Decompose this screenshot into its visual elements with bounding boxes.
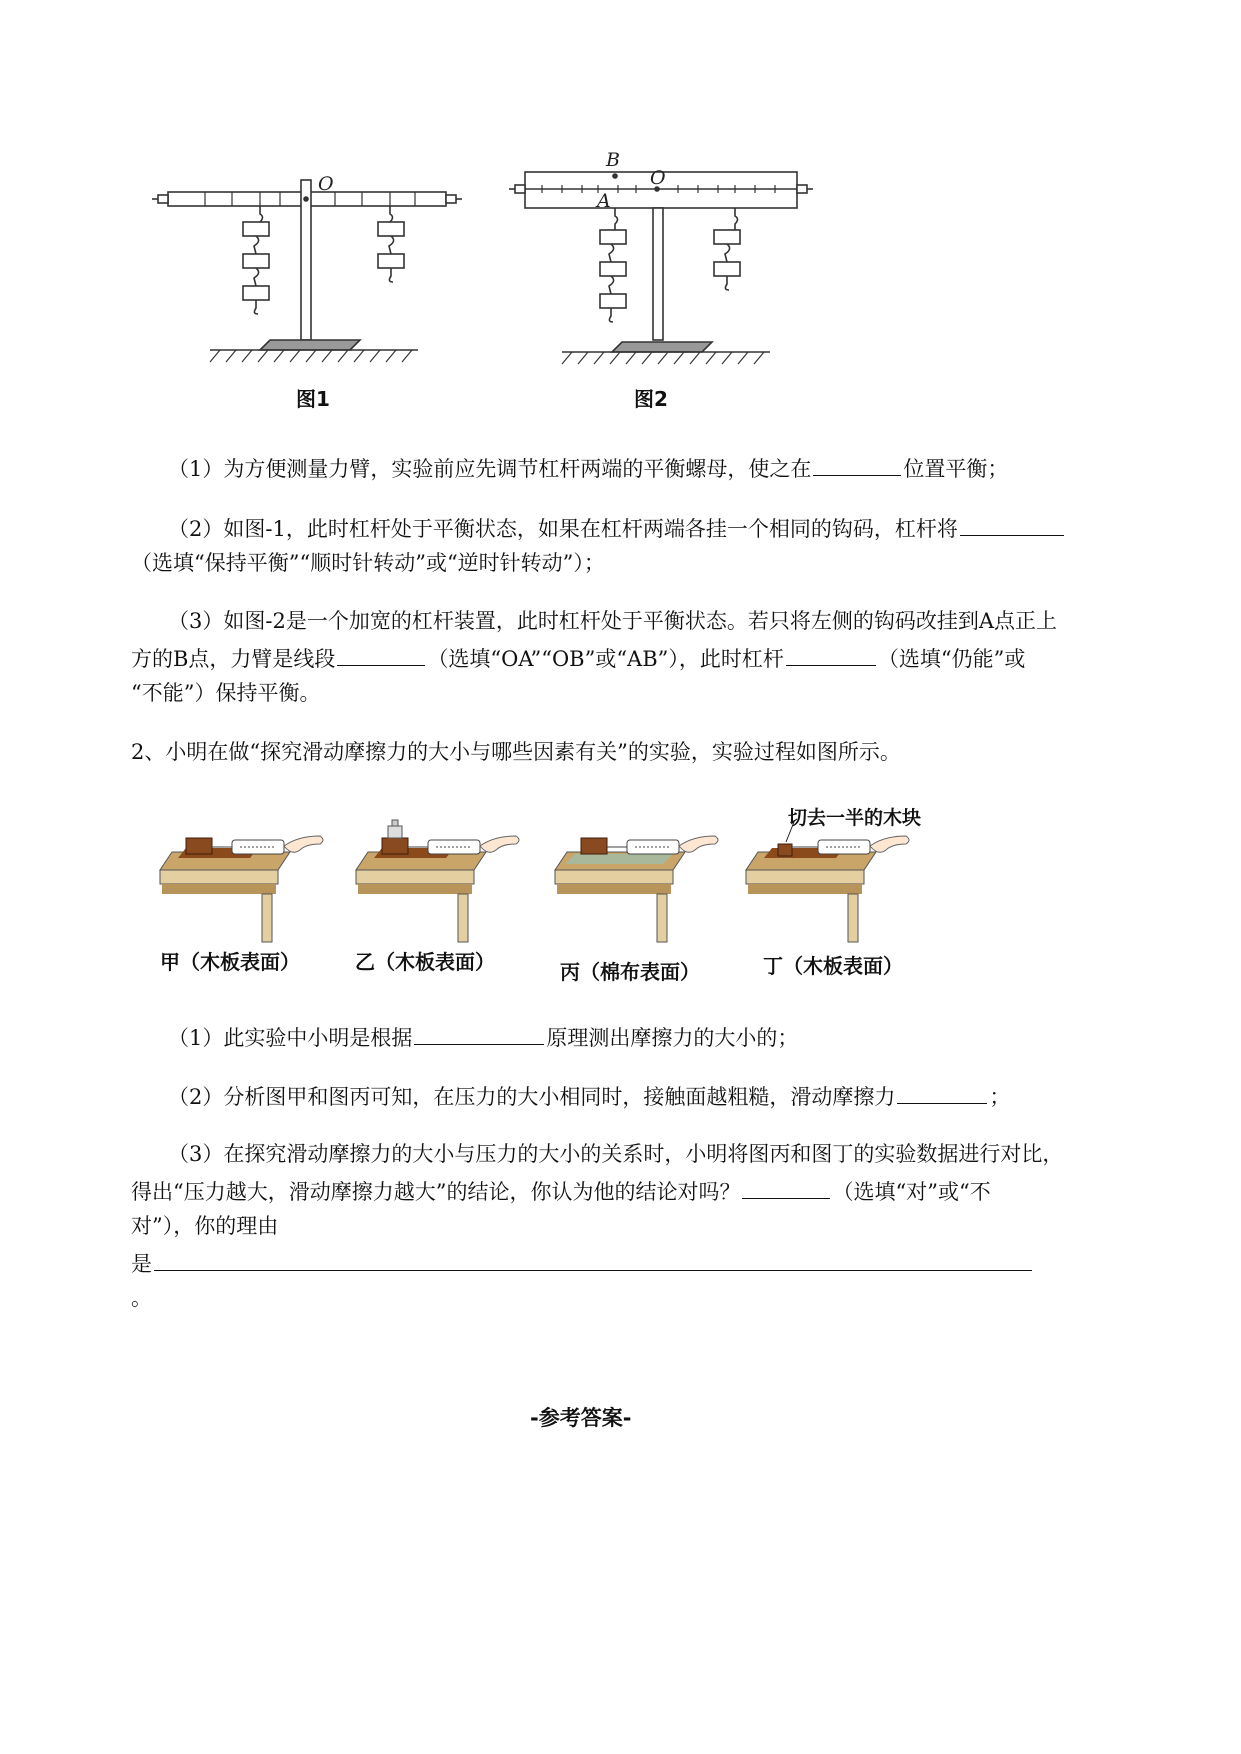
q1-item-3-line-1: （3）如图-2是一个加宽的杠杆装置，此时杠杆处于平衡状态。若只将左侧的钩码改挂到A点正上 xyxy=(168,609,1057,633)
q1-item-2-line-2: （选填“保持平衡”“顺时针转动”或“逆时针转动”）； xyxy=(131,551,605,575)
answer-blank-long[interactable] xyxy=(154,1248,1032,1271)
q2-title: 2、小明在做“探究滑动摩擦力的大小与哪些因素有关”的实验，实验过程如图所示。 xyxy=(131,740,901,764)
q2-item-3-line-2: 得出“压力越大，滑动摩擦力越大”的结论，你认为他的结论对吗？ （选填“对”或“不 xyxy=(131,1176,991,1206)
label-o-fig2: O xyxy=(650,167,666,189)
answer-blank[interactable] xyxy=(960,513,1064,536)
caption-yi: 乙（木板表面） xyxy=(355,950,495,974)
label-b: B xyxy=(606,150,620,171)
answer-blank[interactable] xyxy=(813,453,901,476)
q1-item-1: （1）为方便测量力臂，实验前应先调节杠杆两端的平衡螺母，使之在 位置平衡； xyxy=(168,453,1008,483)
q1-item-3-line-3: “不能”）保持平衡。 xyxy=(131,681,321,705)
q1-item-3-line-2: 方的B点，力臂是线段 （选填“OA”“OB”或“AB”），此时杠杆 （选填“仍能”或 xyxy=(131,643,1025,673)
label-o-fig1: O xyxy=(318,173,334,195)
lever-figure-2 xyxy=(509,172,813,364)
caption-ding: 丁（木板表面） xyxy=(763,954,903,978)
answer-blank[interactable] xyxy=(786,643,876,666)
answer-heading: -参考答案- xyxy=(530,1406,632,1430)
answer-blank[interactable] xyxy=(337,643,425,666)
panel-jia xyxy=(160,836,323,942)
lever-figures xyxy=(150,150,850,460)
figure-2-caption: 图2 xyxy=(634,387,668,411)
panel-ding xyxy=(746,822,909,942)
label-a: A xyxy=(597,190,611,212)
q2-item-3-line-5: 。 xyxy=(131,1286,152,1310)
answer-blank[interactable] xyxy=(897,1081,987,1104)
panel-yi xyxy=(356,820,519,942)
q2-item-3-line-3: 对”），你的理由 xyxy=(131,1214,279,1238)
q2-item-2: （2）分析图甲和图丙可知，在压力的大小相同时，接触面越粗糙，滑动摩擦力 ； xyxy=(168,1081,1010,1111)
q2-item-1: （1）此实验中小明是根据 原理测出摩擦力的大小的； xyxy=(168,1022,798,1052)
q1-item-2-line-1: （2）如图-1，此时杠杆处于平衡状态，如果在杠杆两端各挂一个相同的钩码，杠杆将 xyxy=(168,513,1066,543)
figure-1-caption: 图1 xyxy=(296,387,330,411)
lever-figure-1 xyxy=(152,180,462,362)
answer-blank[interactable] xyxy=(414,1022,544,1045)
label-cut-half-block: 切去一半的木块 xyxy=(788,807,922,829)
panel-bing xyxy=(555,836,718,942)
caption-bing: 丙（棉布表面） xyxy=(560,960,700,984)
q2-item-3-line-1: （3）在探究滑动摩擦力的大小与压力的大小的关系时，小明将图丙和图丁的实验数据进行对比， xyxy=(168,1142,1064,1166)
caption-jia: 甲（木板表面） xyxy=(160,950,300,974)
answer-blank[interactable] xyxy=(742,1176,830,1199)
q2-item-3-line-4: 是 xyxy=(131,1248,1034,1278)
